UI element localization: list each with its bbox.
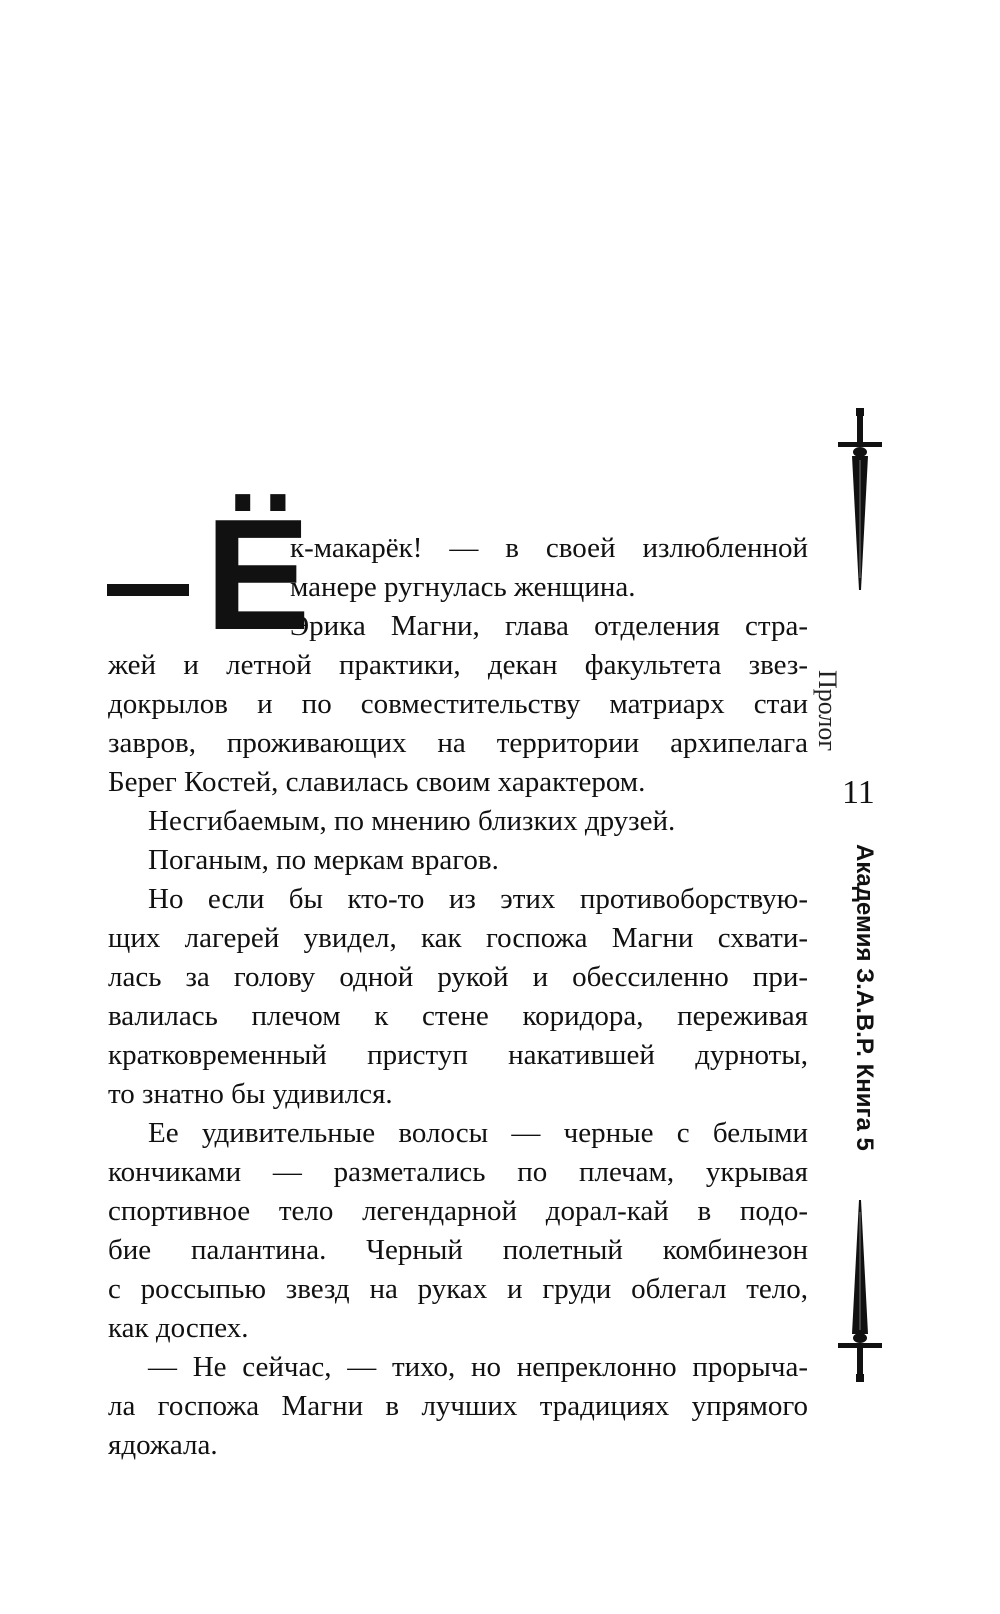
text-line: с россыпью звезд на руках и груди облегал тело, [108, 1273, 808, 1305]
page-number: 11 [842, 774, 875, 811]
dagger-bottom-icon [838, 1200, 882, 1382]
text-line: спортивное тело легендарной дорал-кай в подо- [108, 1195, 808, 1227]
text-line: жей и летной практики, декан факультета звез- [108, 649, 808, 681]
text-line: завров, проживающих на территории архипелага [108, 727, 808, 759]
text-line: валилась плечом к стене коридора, переживая [108, 1000, 808, 1032]
text-line: бие палантина. Черный полетный комбинезон [108, 1234, 808, 1266]
text-line: манере ругнулась женщина. [290, 571, 636, 603]
text-line: как доспех. [108, 1312, 249, 1344]
text-line: ла госпожа Магни в лучших традициях упрямого [108, 1390, 808, 1422]
book-title-text: Академия З.А.В.Р. Книга 5 [851, 844, 878, 1151]
text-line: щих лагерей увидел, как госпожа Магни схвати- [108, 922, 808, 954]
text-line: к-макарёк! — в своей излюбленной [290, 532, 808, 564]
text-line: Эрика Магни, глава отделения стра- [290, 610, 808, 642]
text-line: Ее удивительные волосы — черные с белыми [148, 1117, 808, 1149]
text-line: кончиками — разметались по плечам, укрывая [108, 1156, 808, 1188]
text-line: докрылов и по совместительству матриарх стаи [108, 688, 808, 720]
text-line: лась за голову одной рукой и обессиленно при- [108, 961, 808, 993]
body-text [108, 529, 808, 1465]
text-line: кратковременный приступ накатившей дурноты, [108, 1039, 808, 1071]
text-line: Поганым, по меркам врагов. [148, 844, 499, 876]
drop-cap-letter: Ё [205, 487, 311, 663]
text-line: Но если бы кто-то из этих противоборствую- [148, 883, 808, 915]
text-line: Берег Костей, славилась своим характером. [108, 766, 646, 798]
dagger-top-icon [838, 408, 882, 590]
text-line: ядожала. [108, 1429, 218, 1461]
text-line: Несгибаемым, по мнению близких друзей. [148, 805, 676, 837]
section-title-text: Пролог [813, 670, 842, 752]
text-line: то знатно бы удивился. [108, 1078, 393, 1110]
text-line: — Не сейчас, — тихо, но непреклонно прорыча- [148, 1351, 808, 1383]
